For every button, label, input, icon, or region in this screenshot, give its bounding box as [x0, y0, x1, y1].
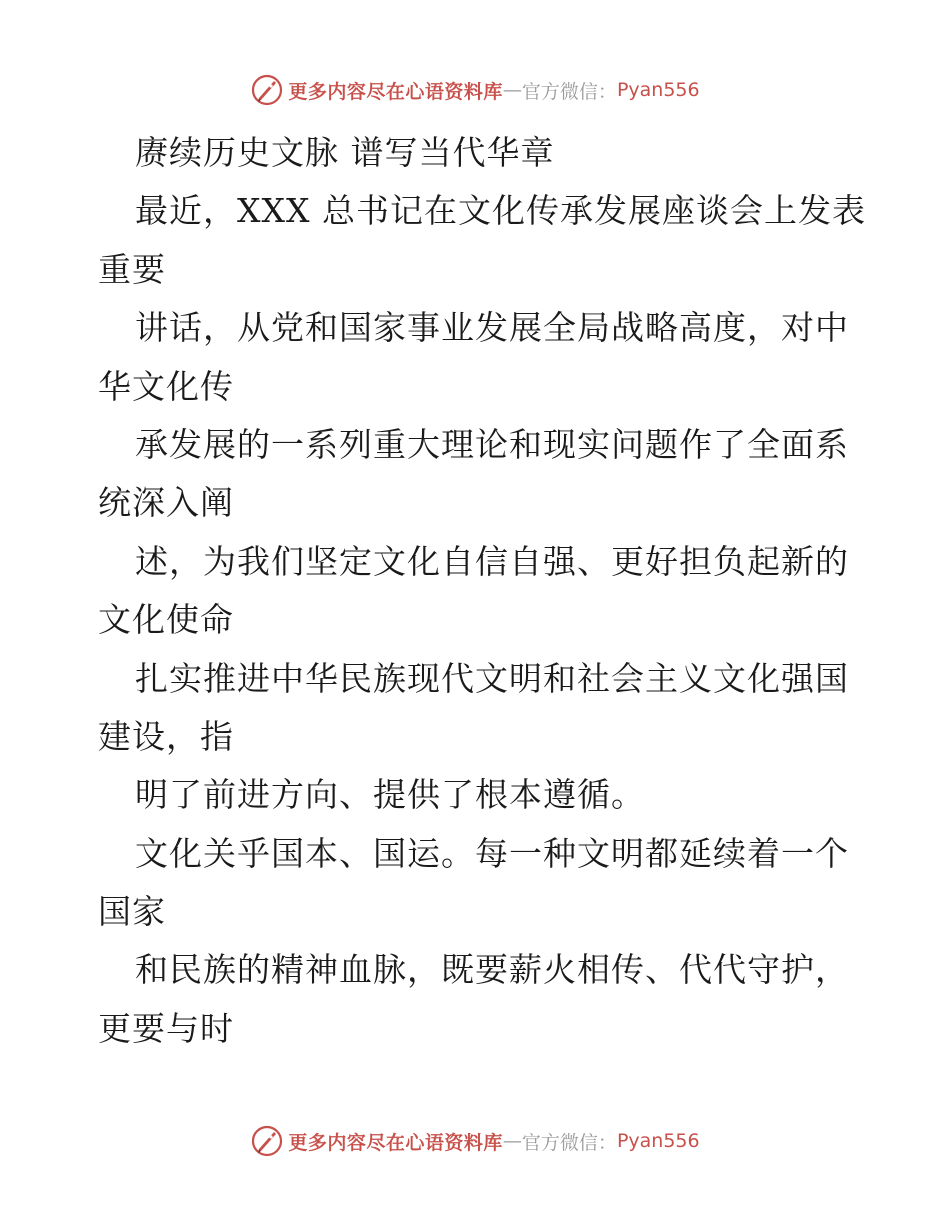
watermark-site-text: 更多内容尽在心语资料库	[288, 80, 503, 103]
document-line: 华文化传	[98, 366, 234, 406]
document-line: 文化关乎国本、国运。每一种文明都延续着一个	[135, 833, 849, 873]
document-line: 讲话，从党和国家事业发展全局战略高度，对中	[135, 308, 849, 348]
document-line: 明了前进方向、提供了根本遵循。	[135, 775, 645, 815]
document-line: 承发展的一系列重大理论和现实问题作了全面系	[135, 424, 849, 464]
header-watermark	[0, 70, 950, 110]
document-line: 述，为我们坚定文化自信自强、更好担负起新的	[135, 541, 849, 581]
document-line: 文化使命	[98, 600, 234, 640]
watermark-wechat-label: 官方微信：	[521, 80, 617, 103]
document-line: 国家	[98, 892, 166, 932]
watermark-site-text: 更多内容尽在心语资料库	[288, 1131, 503, 1154]
document-line: 最近，XXX 总书记在文化传承发展座谈会上发表	[135, 191, 866, 231]
document-line: 扎实推进中华民族现代文明和社会主义文化强国	[135, 658, 849, 698]
document-line: 赓续历史文脉 谱写当代华章	[135, 133, 555, 172]
document-line: 统深入阐	[98, 483, 234, 523]
document-line: 建设，指	[98, 716, 234, 756]
document-body	[98, 124, 866, 1058]
watermark-separator: —	[502, 1130, 522, 1152]
watermark-wechat-id: Pyan556	[616, 1130, 700, 1152]
watermark-wechat-id: Pyan556	[616, 79, 700, 101]
quill-pen-logo-icon	[250, 1124, 284, 1158]
quill-pen-logo-icon	[250, 73, 284, 107]
document-line: 重要	[98, 249, 166, 289]
document-line: 和民族的精神血脉，既要薪火相传、代代守护，	[135, 950, 849, 990]
document-line: 更要与时	[98, 1008, 234, 1048]
watermark-separator: —	[502, 79, 522, 101]
watermark-wechat-label: 官方微信：	[521, 1131, 617, 1154]
footer-watermark	[0, 1121, 950, 1161]
